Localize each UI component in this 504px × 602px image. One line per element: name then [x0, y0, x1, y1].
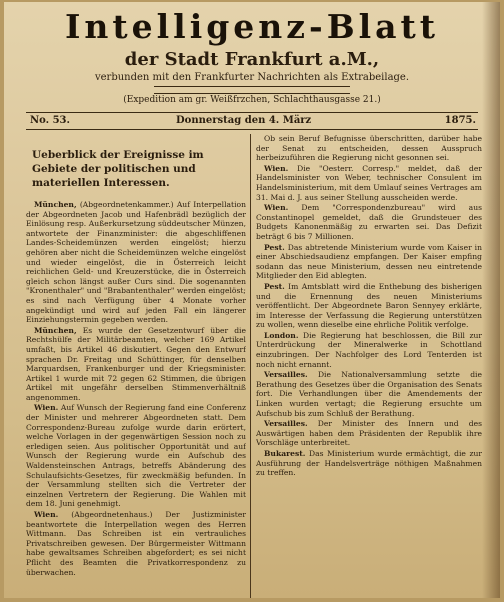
issue-year: 1875.	[444, 115, 476, 126]
ornament-rule	[154, 86, 350, 94]
paragraph-text: Das abtretende Ministerium wurde vom Kaiser in einer Abschiedsaudienz empfangen. Der Kaiser empfing sodann das neue Ministerium, dessen neu eintretende Mitglieder den Eid ablegten.	[256, 242, 482, 281]
issue-number: No. 53.	[30, 115, 70, 126]
expedition-line: (Expedition am gr. Weißfrzchen, Schlachthausgasse 21.)	[123, 95, 381, 105]
article-paragraph	[256, 449, 482, 478]
paragraph-dateline: Pest.	[264, 281, 285, 291]
article-paragraph	[256, 331, 482, 369]
paragraph-dateline: München,	[34, 200, 77, 209]
paragraph-dateline: Wien.	[34, 510, 59, 519]
paragraph-text: Auf Wunsch der Regierung fand eine Conferenz der Minister und mehrerer Abgeordneten statt. Dem Correspondenz-Bureau zufolge wurde darin erörtert, welche Vorlagen in der gegenwärtigen Session noch zu erledigen seien. Aus politischer Opportunität und auf Wunsch der Regierung wurde ein Aufschub des Waldensteinschen Antrags, betreffs Abänderung des Schulaufsichts-Gesetzes, für zweckmäßig befunden. In der Versammlung stellten sich die Vertreter der einzelnen Vertretern der Regierung. Die Wahlen mit dem 18. Juni genehmigt.	[26, 403, 246, 509]
article-headline: Ueberblick der Ereignisse im Gebiete der politischen und materiellen Interessen.	[32, 149, 204, 189]
article-paragraph	[256, 419, 482, 448]
paragraph-text: Das Ministerium wurde ermächtigt, die zur Ausführung der Handelsverträge nöthigen Maßnahmen zu treffen.	[256, 449, 482, 478]
right-paragraphs	[256, 134, 482, 478]
article-paragraph	[256, 134, 482, 163]
paragraph-dateline: Wien.	[264, 203, 289, 213]
issue-date: Donnerstag den 4. März	[176, 115, 312, 126]
masthead-title: Intelligenz-Blatt	[64, 7, 440, 46]
paragraph-dateline: Versailles.	[264, 370, 308, 380]
masthead-subtitle: der Stadt Frankfurt a.M.,	[124, 49, 380, 70]
article-paragraph	[26, 326, 246, 403]
dateline	[26, 112, 478, 130]
paragraph-text: Ob sein Beruf Befugnisse überschritten, darüber habe der Senat zu entscheiden, dessen Ausspruch herbeizuführen die Regierung nicht gesonnen sei.	[256, 134, 482, 163]
paragraph-text: Die Nationalversammlung setzte die Berathung des Gesetzes über die Organisation des Senats fort. Die Verhandlungen über die Amendements der Linken wurden vertagt; die Regierung ersuchte um Aufschub bis zum Schluß der Berathung.	[256, 370, 482, 418]
right-column	[256, 134, 482, 598]
article-paragraph	[26, 403, 246, 509]
paragraph-text: Die Regierung hat beschlossen, die Bill zur Unterdrückung der Mineralwerke in Schottland einzubringen. Der Nachfolger des Lord Tenterden ist noch nicht ernannt.	[256, 330, 482, 369]
paragraph-dateline: London.	[264, 330, 299, 340]
paragraph-dateline: Pest.	[264, 242, 285, 252]
paragraph-dateline: Wien.	[264, 163, 289, 173]
article-paragraph	[256, 203, 482, 241]
masthead-subline: verbunden mit den Frankfurter Nachrichten als Extrabeilage.	[94, 72, 410, 83]
paragraph-dateline: Wien.	[34, 403, 59, 413]
paragraph-text: Die "Oesterr. Corresp." meldet, daß der Handelsminister von Weber, technischer Consulent im Handelsministerium, mit dem Umlauf seines Vertrages am 31. Mai d. J. aus seiner Stellung ausscheiden werde.	[256, 163, 482, 202]
paragraph-text: Dem "Correspondenzbureau" wird aus Constantinopel gemeldet, daß die Grundsteuer des Budgets Kanonenmäßig zu erwarten sei. Das Defizit beträgt 6 bis 7 Millionen.	[256, 203, 482, 241]
left-paragraphs	[26, 200, 246, 577]
paragraph-dateline: München,	[34, 325, 77, 335]
paragraph-text: Der Minister des Innern und des Auswärtigen haben dem Präsidenten der Republik ihre Vorschläge unterbreitet.	[256, 419, 482, 448]
article-paragraph	[26, 200, 246, 325]
left-column	[26, 134, 246, 598]
paragraph-dateline: Versailles.	[264, 419, 308, 429]
article-paragraph	[256, 370, 482, 418]
article-paragraph	[26, 510, 246, 577]
article-paragraph	[256, 243, 482, 281]
newspaper-page	[4, 2, 500, 598]
page-edge-shadow	[482, 2, 500, 598]
article-paragraph	[256, 282, 482, 330]
paragraph-text: (Abgeordnetenkammer.) Auf Interpellation der Abgeordneten Jacob und Hafenbrädl bezüglich der Einlösung resp. Außerkursetzung süddeutscher Münzen, antwortete der Finanzminister: die abgeschliffenen Landes-Scheidemünzen werden eingelöst; hierzu gehören aber nicht die Scheidemünzen welche eingelöst und wieder eingelöst, die in Österreich leicht reichlichen Geld- und Kreuzerstücke, die in Österreich gleich schon längst außer Curs sind. Die sogenannten "Kronenthaler" und "Brabantenthaler" werden eingelöst; es sind nach Verfügung über 4 Monate vorher angekündigt und wird auf jeden Fall ein längerer Einziehungstermin gegeben werden.	[26, 200, 246, 325]
paragraph-text: Im Amtsblatt wird die Enthebung des bisherigen und die Ernennung des neuen Ministeriums veröffentlicht. Der Abgeordnete Baron Sennyey erklärte, im Interesse der Verfassung die Regierung unterstützen zu wollen, wenn dieselbe eine ehrliche Politik verfolge.	[256, 281, 482, 330]
column-divider	[250, 134, 251, 598]
paragraph-text: Es wurde der Gesetzentwurf über die Rechtshülfe der Militärbeamten, welcher 169 Artikel umfaßt, bis Artikel 46 diskutiert. Gegen den Entwurf sprachen Dr. Freitag und Schüttinger, für denselben Marquardsen, Frankenburger und der Kriegsminister. Artikel 1 wurde mit 72 gegen 62 Stimmen, die übrigen Artikel mit ungefähr derselben Stimmenverhältniß angenommen.	[26, 325, 246, 402]
paragraph-text: (Abgeordnetenhaus.) Der Justizminister beantwortete die Interpellation wegen des Herren Wittmann. Das Schreiben ist ein vertrauliches Privatschreiben gewesen. Der Bürgermeister Wittmann habe gewaltsames Schreiben abgefordert; es sei nicht Pflicht des Beamten die Privatkorrespondenz zu überwachen.	[26, 510, 246, 577]
article-paragraph	[256, 164, 482, 202]
paragraph-dateline: Bukarest.	[264, 449, 306, 458]
